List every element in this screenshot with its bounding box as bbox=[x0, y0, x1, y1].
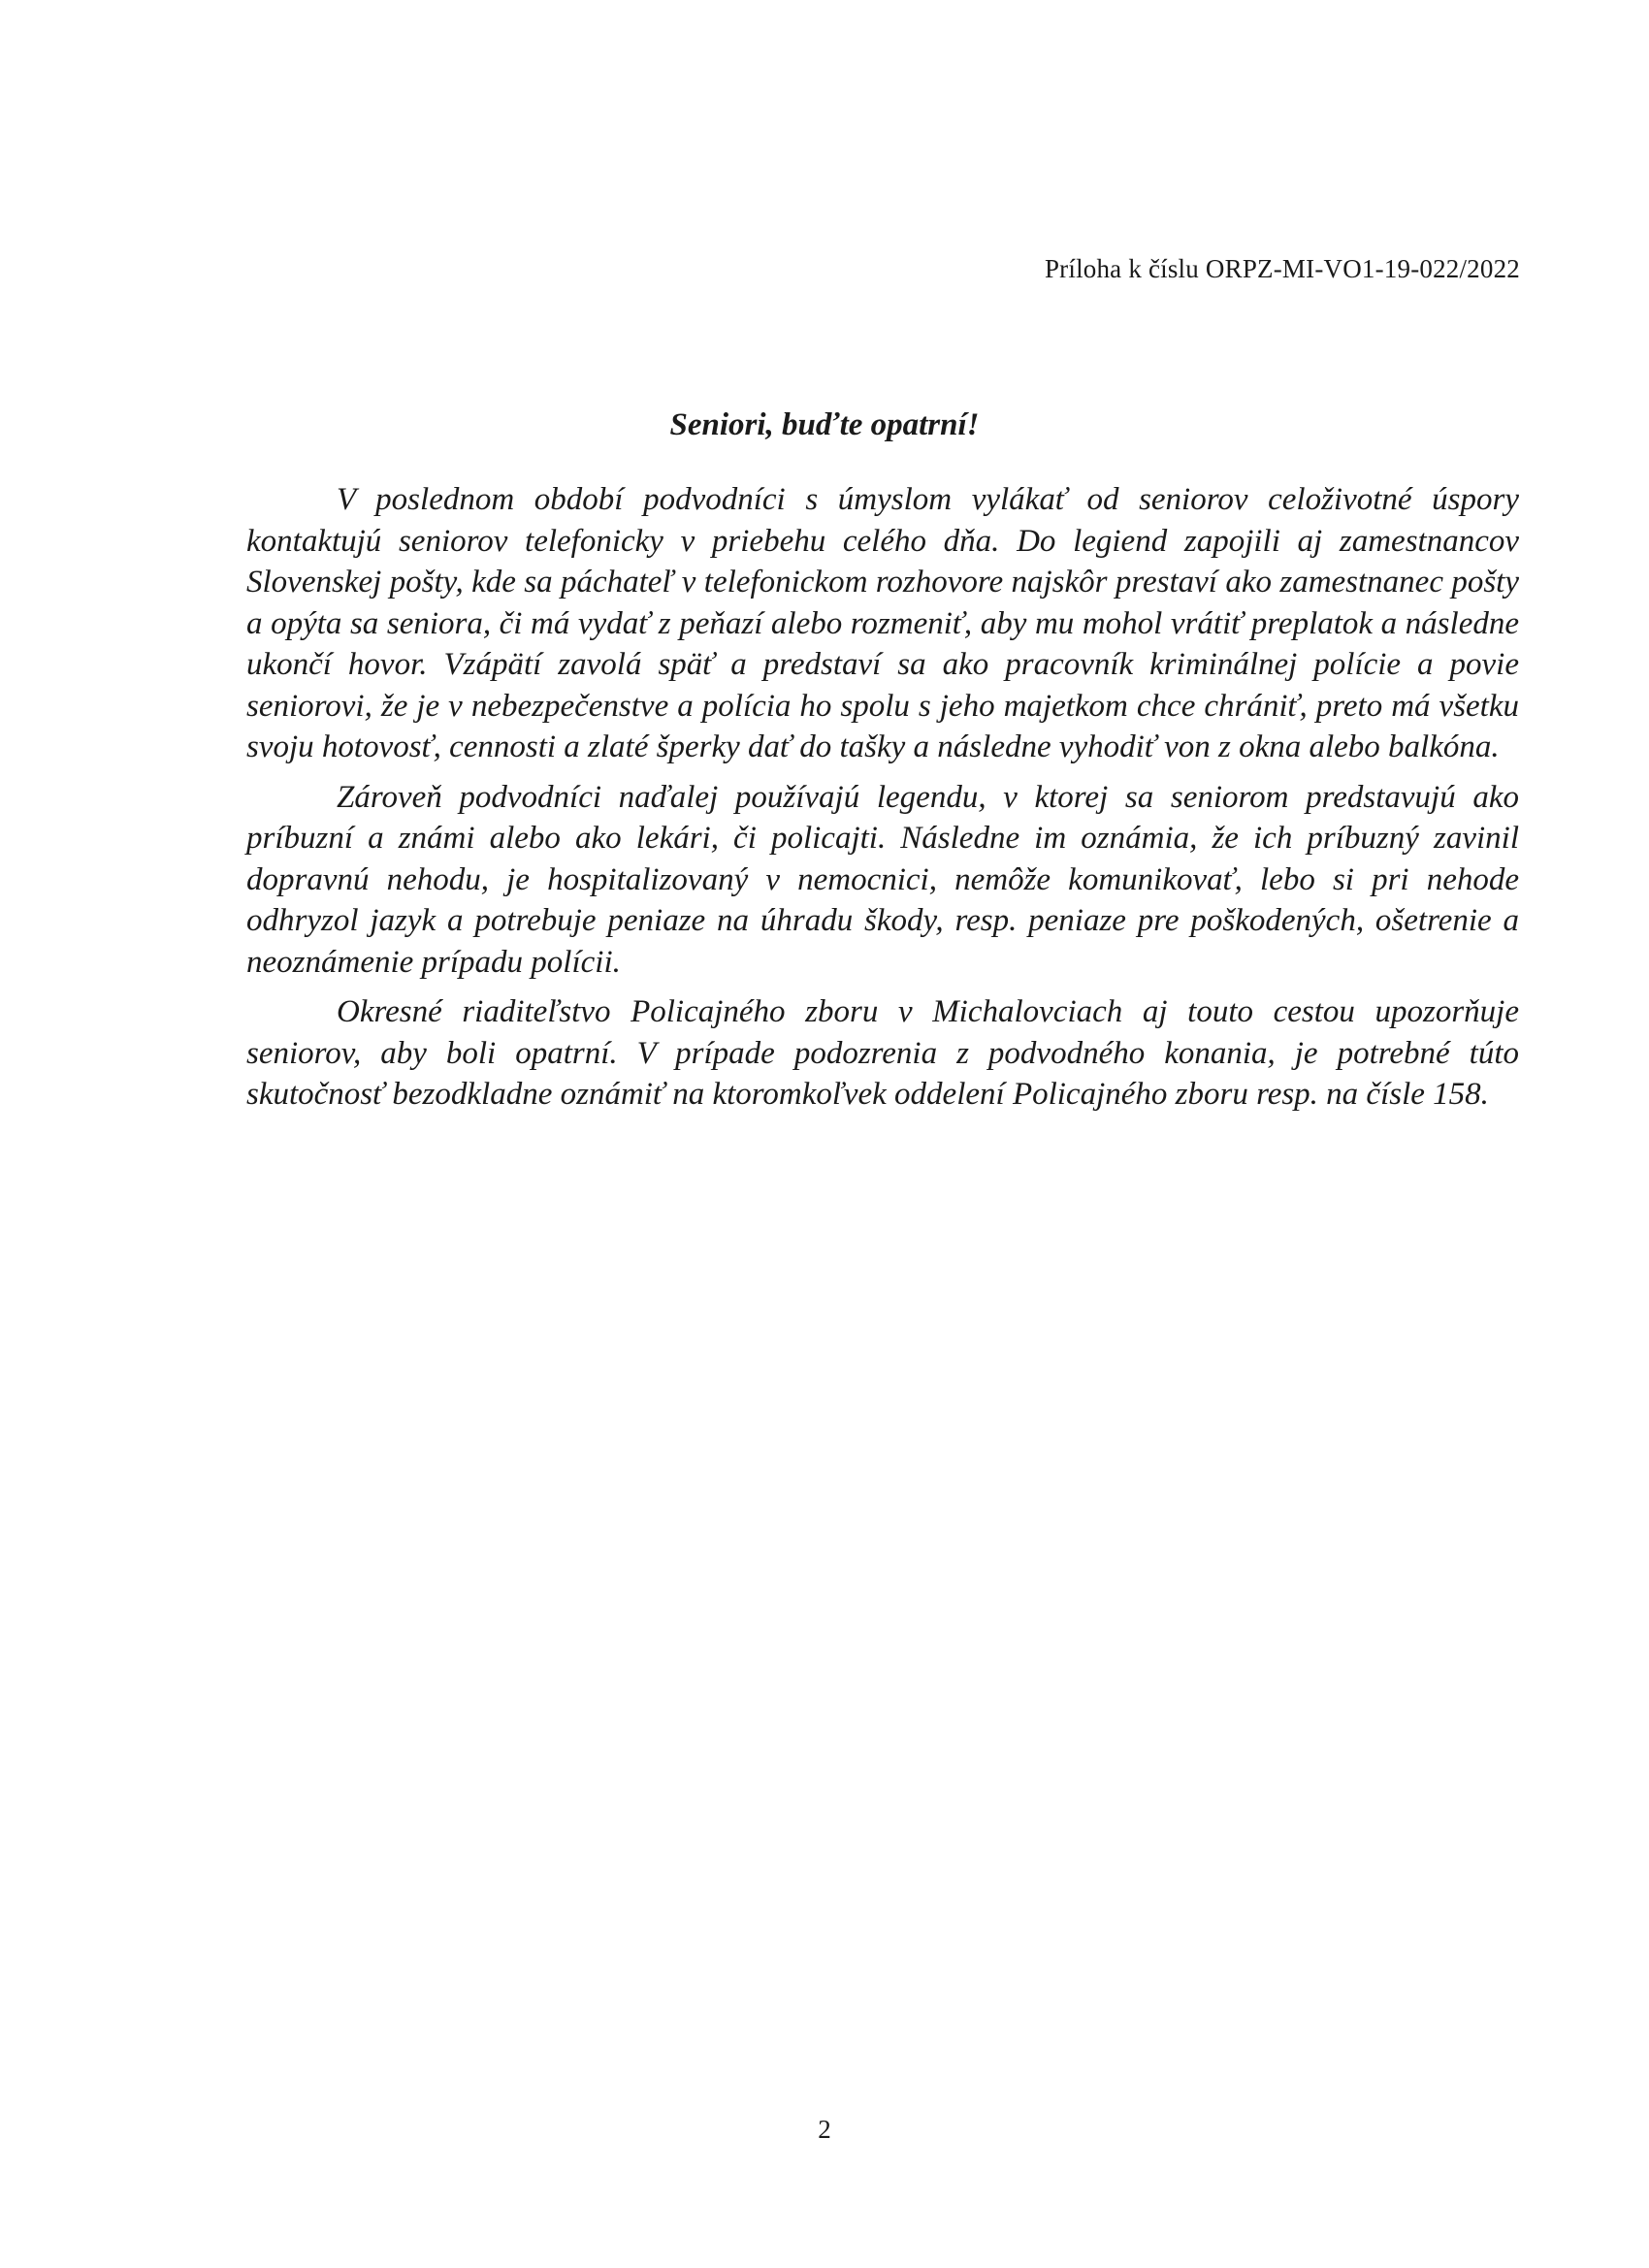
attachment-reference: Príloha k číslu ORPZ-MI-VO1-19-022/2022 bbox=[1044, 254, 1520, 283]
document-body bbox=[246, 479, 1519, 1124]
paragraph-scam-post-office: V poslednom období podvodníci s úmyslom vylákať od seniorov celoživotné úspory kontaktujú seniorov telefonicky v priebehu celého dňa. Do legiend zapojili aj zamestnancov Slovenskej pošty, kde sa páchateľ v telefonickom rozhovore najskôr prestaví ako zamestnanec pošty a opýta sa seniora, či má vydať z peňazí alebo rozmeniť, aby mu mohol vrátiť preplatok a následne ukončí hovor. Vzápätí zavolá späť a predstaví sa ako pracovník kriminálnej polície a povie seniorovi, že je v nebezpečenstve a polícia ho spolu s jeho majetkom chce chrániť, preto má všetku svoju hotovosť, cennosti a zlaté šperky dať do tašky a následne vyhodiť von z okna alebo balkóna. bbox=[246, 482, 1519, 764]
paragraph-scam-relatives: Zároveň podvodníci naďalej používajú legendu, v ktorej sa seniorom predstavujú ako príbuzní a známi alebo ako lekári, či policajti. Následne im oznámia, že ich príbuzný zavinil dopravnú nehodu, je hospitalizovaný v nemocnici, nemôže komunikovať, lebo si pri nehode odhryzol jazyk a potrebuje peniaze na úhradu škody, resp. peniaze pre poškodených, ošetrenie a neoznámenie prípadu polícii. bbox=[246, 779, 1519, 980]
page-number: 2 bbox=[818, 2115, 831, 2144]
paragraph-police-warning: Okresné riaditeľstvo Policajného zboru v Michalovciach aj touto cestou upozorňuje seniorov, aby boli opatrní. V prípade podozrenia z podvodného konania, je potrebné túto skutočnosť bezodkladne oznámiť na ktoromkoľvek oddelení Policajného zboru resp. na čísle 158. bbox=[246, 994, 1519, 1112]
document-title: Seniori, buďte opatrní! bbox=[669, 407, 980, 442]
